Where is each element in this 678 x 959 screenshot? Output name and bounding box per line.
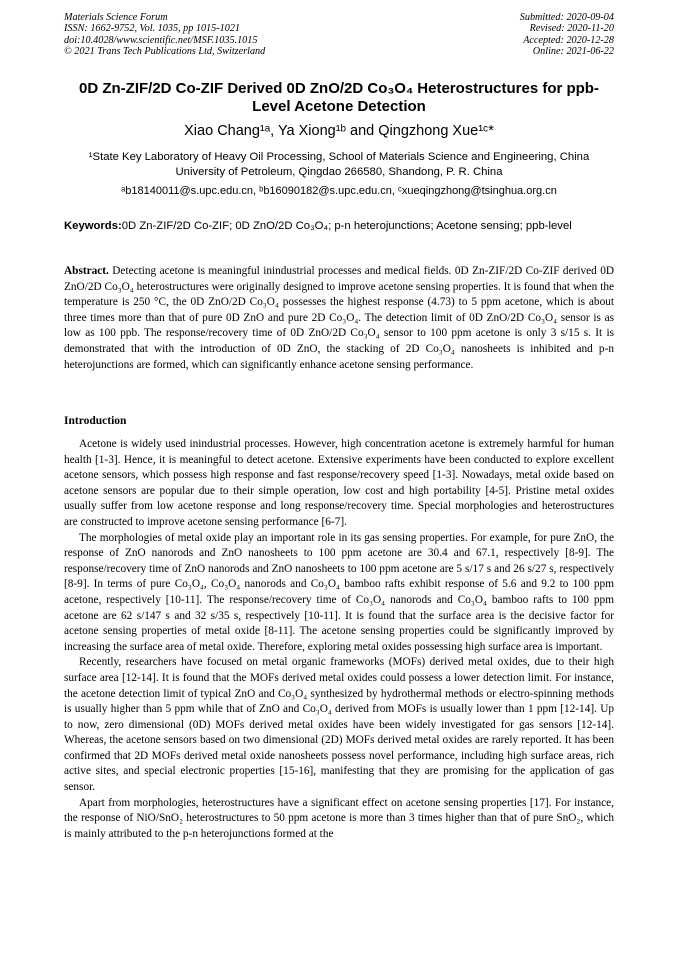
date-revised: Revised: 2020-11-20 (529, 23, 614, 35)
intro-paragraph: Apart from morphologies, heterostructures have a significant effect on acetone sensing properties [17]. For instance, the response of NiO/SnO₂ heterostructures to 50 ppm acetone is more than 3 times higher than that of pure SnO₂, which is mainly attributed to the p-n heterojunctions formed at the (64, 796, 614, 840)
abstract-text: Detecting acetone is meaningful inindustrial processes and medical fields. 0D Zn-ZIF/2D Co-ZIF derived 0D ZnO/2D Co₃O₄ heterostructures were originally designed to improve acetone sensing properties. It is found that when the temperature is 250 °C, the 0D ZnO/2D Co₃O₄ possesses the highest response (4.73) to 5 ppm acetone, which is about three times more than that of pure 0D ZnO and pure 2D Co₃O₄. The detection limit of 0D ZnO/2D Co₃O₄ sensor is as low as 100 ppb. The response/recovery time of 0D ZnO/2D Co₃O₄ sensor to 100 ppm acetone is only 3 s/15 s. It is demonstrated that with the introduction of 0D ZnO, the stacking of 2D Co₃O₄ nanosheets is inhibited and p-n heterojunctions are formed, which can significantly enhance acetone sensing performance. (64, 265, 614, 371)
author-emails: ᵃb18140011@s.upc.edu.cn, ᵇb16090182@s.upc.edu.cn, ᶜxueqingzhong@tsinghua.org.cn (121, 185, 557, 197)
keywords-label: Keywords: (64, 220, 122, 232)
journal-doi: doi:10.4028/www.scientific.net/MSF.1035.1015 (64, 34, 258, 46)
keywords-text: 0D Zn-ZIF/2D Co-ZIF; 0D ZnO/2D Co₃O₄; p-n heterojunctions; Acetone sensing; ppb-level (121, 220, 572, 232)
abstract-label: Abstract. (64, 265, 109, 277)
journal-info (64, 12, 265, 58)
intro-paragraph: Recently, researchers have focused on metal organic frameworks (MOFs) derived metal oxides, due to their high surface area [12-14]. It is found that the MOFs derived metal oxides could possess a lower detection limit. For instance, the acetone detection limit of typical ZnO and Co₃O₄ synthesized by hydrothermal methods or electro-spinning methods is usually higher than 5 ppm while that of ZnO and Co₃O₄ derived from MOFs is usually lower than 1 ppm [12-14]. Up to now, zero dimensional (0D) MOFs derived metal oxides have been widely investigated for gas sensors [12-14]. Whereas, the acetone sensors based on two dimensional (2D) MOFs derived metal oxides are rarely reported. It has been confirmed that 2D MOFs derived metal oxide nanosheets possess novel performance, including high surface areas, rich active sites, and special electronic properties [15-16], manifesting that they are promising for the application of gas sensor. (64, 656, 614, 794)
paper-title: 0D Zn-ZIF/2D Co-ZIF Derived 0D ZnO/2D Co₃O₄ Heterostructures for ppb-Level Acetone Detection (79, 80, 599, 115)
publication-dates (520, 12, 614, 58)
date-accepted: Accepted: 2020-12-28 (523, 34, 614, 46)
journal-issn: ISSN: 1662-9752, Vol. 1035, pp 1015-1021 (64, 23, 241, 35)
affiliation: ¹State Key Laboratory of Heavy Oil Processing, School of Materials Science and Engineering, China University of Petroleum, Qingdao 266580, Shandong, P. R. China (88, 151, 590, 178)
introduction-body (64, 437, 614, 842)
section-heading-introduction: Introduction (64, 415, 127, 427)
author-list: Xiao Chang¹ᵃ, Ya Xiong¹ᵇ and Qingzhong Xue¹ᶜ* (184, 123, 494, 139)
abstract (64, 264, 614, 373)
intro-paragraph: The morphologies of metal oxide play an important role in its gas sensing properties. For example, for pure ZnO, the response of ZnO nanorods and ZnO nanosheets to 100 ppm acetone are 30.4 and 67.1, respectively [8-9]. The response/recovery time of ZnO nanorods and ZnO nanosheets to 100 ppm acetone are 5 s/17 s and 26 s/27 s, respectively [8-9]. In terms of pure Co₃O₄, Co₃O₄ nanorods and Co₃O₄ bamboo rafts exhibit response of 5.6 and 9.2 to 100 ppm acetone, respectively [10-11]. The response/recovery time of Co₃O₄ nanorods and Co₃O₄ bamboo rafts to 100 ppm acetone are 62 s/147 s and 32 s/35 s, respectively [10-11]. It is found that the surface area is the decisive factor for acetone sensing properties of metal oxide [8-11]. The acetone sensing properties could be significantly improved by increasing the surface area of metal oxide. Therefore, exploring metal oxides possessing high surface area is important. (64, 531, 614, 653)
date-online: Online: 2021-06-22 (532, 46, 614, 58)
intro-paragraph: Acetone is widely used inindustrial processes. However, high concentration acetone is extremely harmful for human health [1-3]. Hence, it is meaningful to detect acetone. Extensive experiments have been conducted to explore excellent acetone sensors, which possess high response and fast response/recovery speed [1-3]. Nowadays, metal oxide based on acetone sensors are popular due to their simple operation, low cost and high portability [4-5]. Pristine metal oxides usually suffer from low acetone response and long response/recovery time. Special morphologies and heterostructures are constructed to improve acetone sensing performance [6-7]. (64, 438, 614, 528)
journal-copyright: © 2021 Trans Tech Publications Ltd, Switzerland (64, 46, 266, 58)
journal-name: Materials Science Forum (64, 12, 168, 23)
keywords (64, 219, 614, 234)
date-submitted: Submitted: 2020-09-04 (519, 12, 614, 23)
